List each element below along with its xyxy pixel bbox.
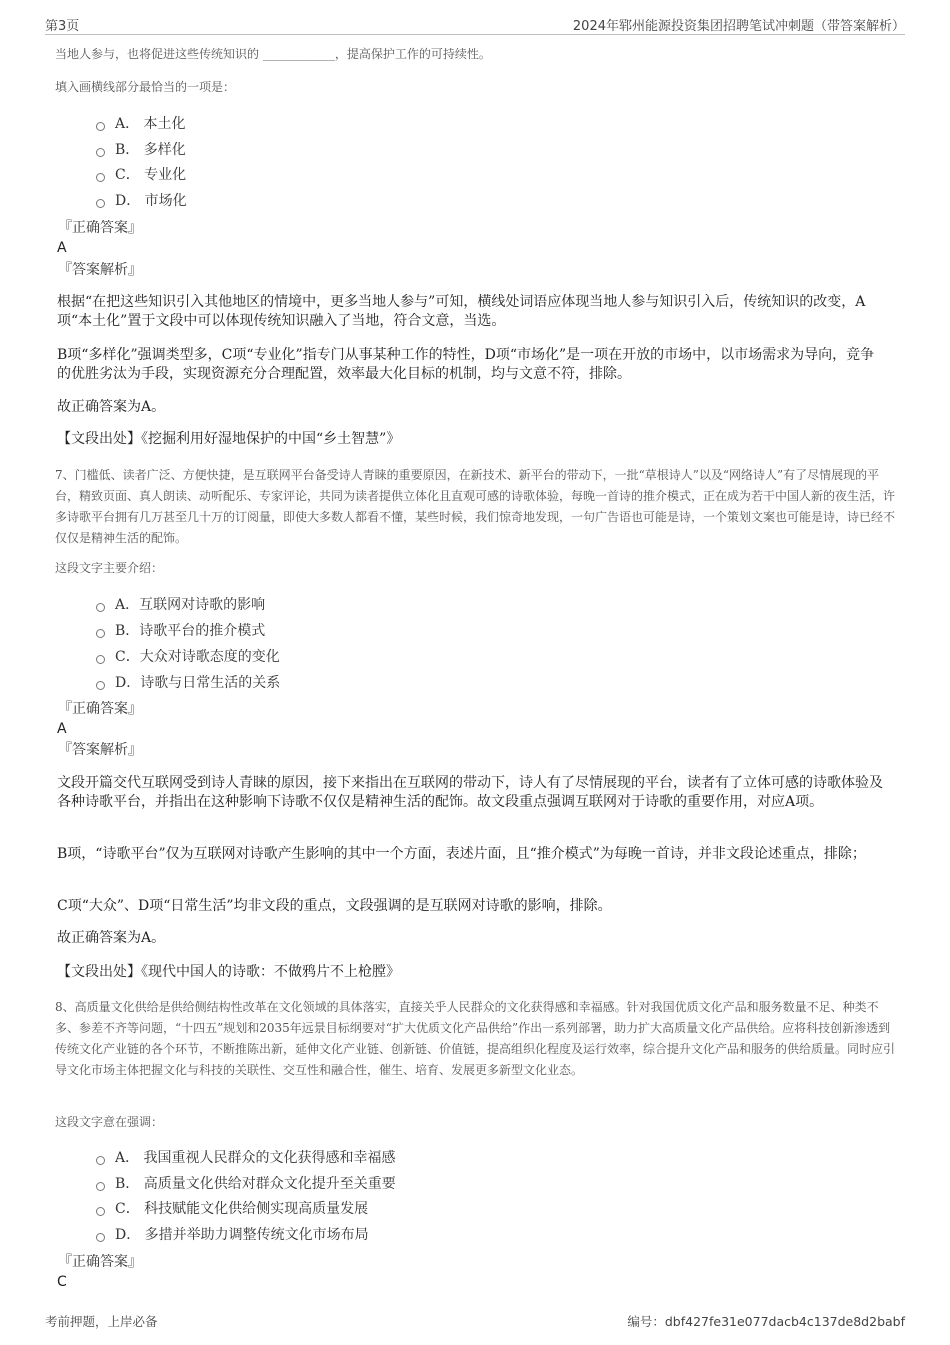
q8-option-d[interactable]: D． 多措并举助力调整传统文化市场布局 — [96, 1224, 369, 1246]
q6-correct-label: 『正确答案』 — [58, 220, 142, 236]
q6-answer: A — [57, 240, 67, 256]
q7-answer: A — [57, 721, 67, 737]
radio-icon[interactable] — [96, 148, 105, 157]
q7-prompt: 这段文字主要介绍： — [55, 561, 164, 575]
q6-explanation-3: 故正确答案为A。 — [57, 399, 166, 415]
document-code: 编号：dbf427fe31e077dacb4c137de8d2babf — [627, 1314, 905, 1329]
page-footer — [45, 1310, 905, 1330]
q8-answer: C — [57, 1274, 67, 1290]
radio-icon[interactable] — [96, 122, 105, 131]
q8-option-b[interactable]: B． 高质量文化供给对群众文化提升至关重要 — [96, 1173, 396, 1195]
q6-option-a[interactable]: A． 本土化 — [96, 113, 186, 135]
q7-source: 【文段出处】《现代中国人的诗歌：不做鸦片不上枪膛》 — [57, 964, 400, 980]
q7-passage: 7、门槛低、读者广泛、方便快捷，是互联网平台备受诗人青睐的重要原因，在新技术、新平台的带动下，一批“草根诗人”以及“网络诗人”有了尽情展现的平台，精致页面、真人朗读、动听配乐、专家评论，共同为读者提供立体化且直观可感的诗歌体验，每晚一首诗的推介模式，正在成为若干中国人新的夜生活，许多诗歌平台拥有几万甚至几十万的订阅量，即使大多数人都看不懂，某些时候，我们惊奇地发现，一句广告语也可能是诗，一个策划文案也可能是诗，诗已经不仅仅是精神生活的配饰。 — [55, 468, 896, 545]
radio-icon[interactable] — [96, 1207, 105, 1216]
q6-option-d[interactable]: D． 市场化 — [96, 190, 187, 212]
q6-explanation-2: B项“多样化”强调类型多，C项“专业化”指专门从事某种工作的特性，D项“市场化”是一项在开放的市场中，以市场需求为导向，竞争的优胜劣汰为手段，实现资源充分合理配置，效率最大化目标的机制，均与文意不符，排除。 — [57, 347, 875, 382]
q7-analysis-label: 『答案解析』 — [58, 742, 142, 758]
q7-option-a[interactable]: A．互联网对诗歌的影响 — [96, 594, 265, 616]
q8-option-a[interactable]: A． 我国重视人民群众的文化获得感和幸福感 — [96, 1147, 396, 1169]
q6-passage-end: 当地人参与，也将促进这些传统知识的 ____________，提高保护工作的可持续性。 — [55, 47, 491, 61]
q7-explanation-1: 文段开篇交代互联网受到诗人青睐的原因，接下来指出在互联网的带动下，诗人有了尽情展现的平台，读者有了立体可感的诗歌体验及各种诗歌平台，并指出在这种影响下诗歌不仅仅是精神生活的配饰。故文段重点强调互联网对于诗歌的重要作用，对应A项。 — [57, 775, 883, 810]
q7-explanation-3: C项“大众”、D项“日常生活”均非文段的重点，文段强调的是互联网对诗歌的影响，排除。 — [57, 898, 612, 914]
q8-option-c[interactable]: C． 科技赋能文化供给侧实现高质量发展 — [96, 1198, 368, 1220]
radio-icon[interactable] — [96, 173, 105, 182]
document-title: 2024年郓州能源投资集团招聘笔试冲刺题（带答案解析） — [572, 19, 905, 34]
q8-correct-label: 『正确答案』 — [58, 1254, 142, 1270]
q7-explanation-2: B项，“诗歌平台”仅为互联网对诗歌产生影响的其中一个方面，表述片面，且“推介模式”为每晚一首诗，并非文段论述重点，排除； — [57, 846, 866, 862]
q7-correct-label: 『正确答案』 — [58, 701, 142, 717]
radio-icon[interactable] — [96, 1233, 105, 1242]
q6-option-b[interactable]: B． 多样化 — [96, 139, 186, 161]
q7-option-c[interactable]: C．大众对诗歌态度的变化 — [96, 646, 280, 668]
radio-icon[interactable] — [96, 629, 105, 638]
radio-icon[interactable] — [96, 681, 105, 690]
q6-source: 【文段出处】《挖掘利用好湿地保护的中国“乡土智慧”》 — [57, 431, 401, 447]
page-number: 第3页 — [45, 19, 80, 34]
radio-icon[interactable] — [96, 603, 105, 612]
page-header — [45, 12, 905, 35]
q7-option-d[interactable]: D．诗歌与日常生活的关系 — [96, 672, 280, 694]
q8-passage: 8、高质量文化供给是供给侧结构性改革在文化领域的具体落实，直接关乎人民群众的文化获得感和幸福感。针对我国优质文化产品和服务数量不足、种类不多、参差不齐等问题，“十四五”规划和2035年远景目标纲要对“扩大优质文化产品供给”作出一系列部署，助力扩大高质量文化产品供给。应将科技创新渗透到传统文化产业链的各个环节，不断推陈出新，延伸文化产业链、创新链、价值链，提高组织化程度及运行效率，综合提升文化产品和服务的供给质量。同时应引导文化市场主体把握文化与科技的关联性、交互性和融合性，催生、培育、发展更多新型文化业态。 — [55, 1000, 896, 1077]
q7-explanation-4: 故正确答案为A。 — [57, 930, 166, 946]
q6-explanation-1: 根据“在把这些知识引入其他地区的情境中，更多当地人参与”可知，横线处词语应体现当地人参与知识引入后，传统知识的改变，A项“本土化”置于文段中可以体现传统知识融入了当地，符合文意，当选。 — [57, 294, 866, 329]
q7-option-b[interactable]: B．诗歌平台的推介模式 — [96, 620, 265, 642]
radio-icon[interactable] — [96, 655, 105, 664]
radio-icon[interactable] — [96, 199, 105, 208]
q6-prompt: 填入画横线部分最恰当的一项是： — [55, 80, 236, 94]
q6-analysis-label: 『答案解析』 — [58, 262, 142, 278]
radio-icon[interactable] — [96, 1156, 105, 1165]
radio-icon[interactable] — [96, 1182, 105, 1191]
q6-option-c[interactable]: C． 专业化 — [96, 164, 186, 186]
q8-prompt: 这段文字意在强调： — [55, 1115, 164, 1129]
footer-slogan: 考前押题，上岸必备 — [45, 1314, 158, 1329]
